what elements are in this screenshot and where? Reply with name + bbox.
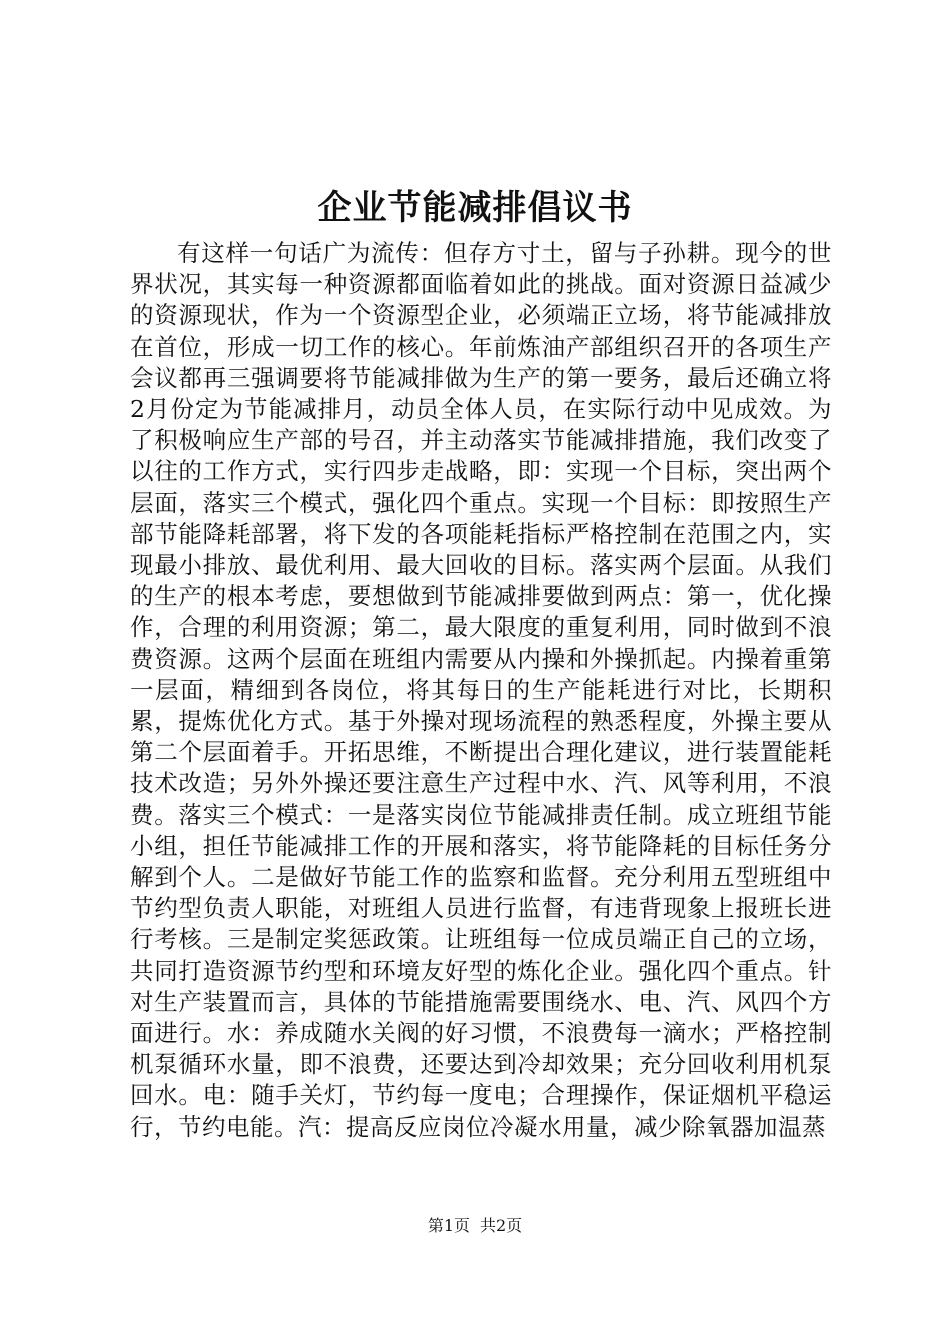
page-number-total: 共2页 <box>480 1216 523 1235</box>
document-body-paragraph: 有这样一句话广为流传：但存方寸土，留与子孙耕。现今的世界状况，其实每一种资源都面临着如此的挑战。面对资源日益减少的资源现状，作为一个资源型企业，必须端正立场，将节能减排放在首位，形成一切工作的核心。年前炼油产部组织召开的各项生产会议都再三强调要将节能减排做为生产的第一要务，最后还确立将2月份定为节能减排月，动员全体人员，在实际行动中见成效。为了积极响应生产部的号召，并主动落实节能减排措施，我们改变了以往的工作方式，实行四步走战略，即：实现一个目标，突出两个层面，落实三个模式，强化四个重点。实现一个目标：即按照生产部节能降耗部署，将下发的各项能耗指标严格控制在范围之内，实现最小排放、最优利用、最大回收的目标。落实两个层面。从我们的生产的根本考虑，要想做到节能减排要做到两点：第一，优化操作，合理的利用资源；第二，最大限度的重复利用，同时做到不浪费资源。这两个层面在班组内需要从内操和外操抓起。内操着重第一层面，精细到各岗位，将其每日的生产能耗进行对比，长期积累，提炼优化方式。基于外操对现场流程的熟悉程度，外操主要从第二个层面着手。开拓思维，不断提出合理化建议，进行装置能耗技术改造；另外外操还要注意生产过程中水、汽、风等利用，不浪费。落实三个模式：一是落实岗位节能减排责任制。成立班组节能小组，担任节能减排工作的开展和落实，将节能降耗的目标任务分解到个人。二是做好节能工作的监察和监督。充分利用五型班组中节约型负责人职能，对班组人员进行监督，有违背现象上报班长进行考核。三是制定奖惩政策。让班组每一位成员端正自己的立场，共同打造资源节约型和环境友好型的炼化企业。强化四个重点。针对生产装置而言，具体的节能措施需要围绕水、电、汽、风四个方面进行。水：养成随水关阀的好习惯，不浪费每一滴水；严格控制机泵循环水量，即不浪费，还要达到冷却效果；充分回收利用机泵回水。电：随手关灯，节约每一度电；合理操作，保证烟机平稳运行，节约电能。汽：提高反应岗位冷凝水用量，减少除氧器加温蒸 <box>130 239 832 1141</box>
page-footer <box>0 1215 950 1237</box>
document-title: 企业节能减排倡议书 <box>317 188 633 228</box>
page-number-current: 第1页 <box>427 1216 470 1235</box>
